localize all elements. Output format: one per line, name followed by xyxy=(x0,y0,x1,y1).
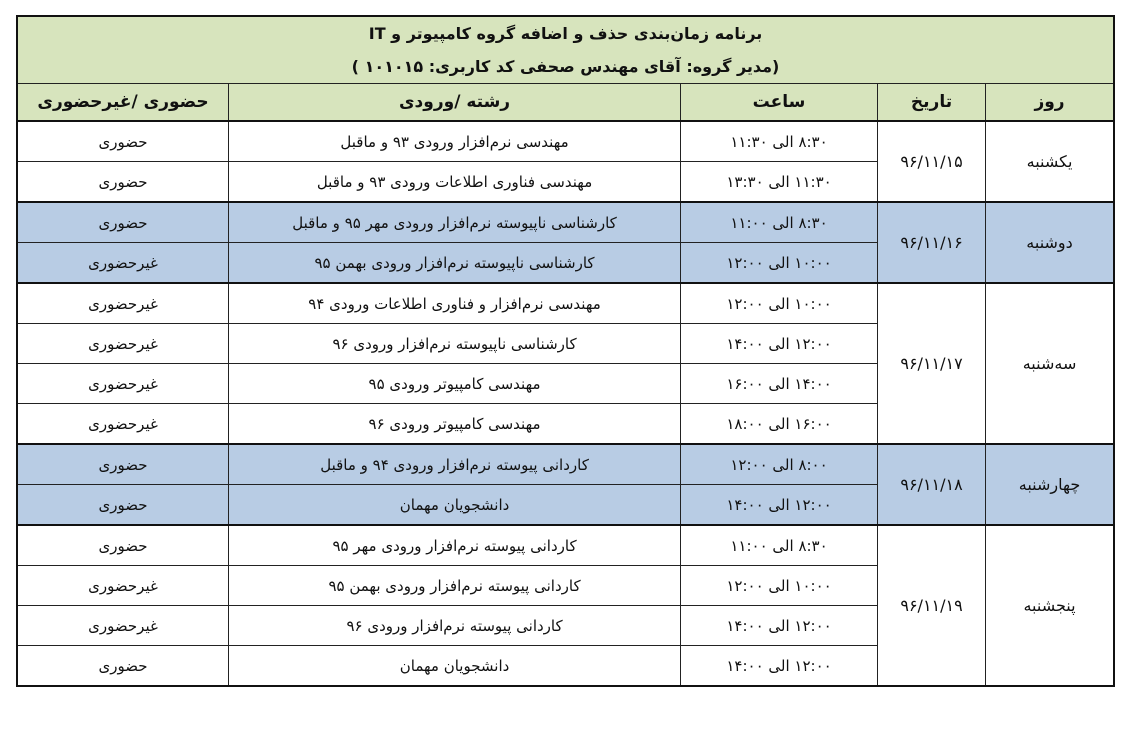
mode-cell: حضوری xyxy=(18,121,229,162)
mode-cell: غیرحضوری xyxy=(18,566,229,606)
time-cell: ۱۶:۰۰ الی ۱۸:۰۰ xyxy=(681,404,878,445)
header-date: تاریخ xyxy=(878,84,986,122)
mode-cell: غیرحضوری xyxy=(18,404,229,445)
table-row xyxy=(18,525,1114,566)
header-field: رشته /ورودی xyxy=(229,84,681,122)
field-cell: کاردانی پیوسته نرم‌افزار ورودی ۹۶ xyxy=(229,606,681,646)
time-cell: ۱۲:۰۰ الی ۱۴:۰۰ xyxy=(681,646,878,686)
day-cell: دوشنبه xyxy=(986,202,1114,283)
table-row xyxy=(18,444,1114,485)
time-cell: ۸:۳۰ الی ۱۱:۰۰ xyxy=(681,525,878,566)
field-cell: مهندسی نرم‌افزار و فناوری اطلاعات ورودی ۹۴ xyxy=(229,283,681,324)
date-cell: ۹۶/۱۱/۱۷ xyxy=(878,283,986,444)
time-cell: ۱۱:۳۰ الی ۱۳:۳۰ xyxy=(681,162,878,203)
schedule-table xyxy=(17,16,1114,686)
field-cell: مهندسی کامپیوتر ورودی ۹۶ xyxy=(229,404,681,445)
mode-cell: غیرحضوری xyxy=(18,364,229,404)
mode-cell: حضوری xyxy=(18,485,229,526)
time-cell: ۱۲:۰۰ الی ۱۴:۰۰ xyxy=(681,485,878,526)
mode-cell: غیرحضوری xyxy=(18,606,229,646)
day-cell: چهارشنبه xyxy=(986,444,1114,525)
time-cell: ۱۰:۰۰ الی ۱۲:۰۰ xyxy=(681,566,878,606)
mode-cell: حضوری xyxy=(18,202,229,243)
time-cell: ۱۲:۰۰ الی ۱۴:۰۰ xyxy=(681,324,878,364)
mode-cell: حضوری xyxy=(18,646,229,686)
schedule-subtitle: (مدیر گروه: آقای مهندس صحفی کد کاربری: ۱۰۱۰۱۵ ) xyxy=(18,50,1114,84)
time-cell: ۱۲:۰۰ الی ۱۴:۰۰ xyxy=(681,606,878,646)
field-cell: کارشناسی ناپیوسته نرم‌افزار ورودی مهر ۹۵ و ماقبل xyxy=(229,202,681,243)
time-cell: ۱۰:۰۰ الی ۱۲:۰۰ xyxy=(681,243,878,284)
field-cell: کاردانی پیوسته نرم‌افزار ورودی بهمن ۹۵ xyxy=(229,566,681,606)
time-cell: ۱۰:۰۰ الی ۱۲:۰۰ xyxy=(681,283,878,324)
field-cell: دانشجویان مهمان xyxy=(229,646,681,686)
schedule-body xyxy=(18,121,1114,686)
field-cell: دانشجویان مهمان xyxy=(229,485,681,526)
mode-cell: غیرحضوری xyxy=(18,324,229,364)
time-cell: ۸:۳۰ الی ۱۱:۳۰ xyxy=(681,121,878,162)
schedule-title: برنامه زمان‌بندی حذف و اضافه گروه کامپیوتر و IT xyxy=(18,17,1114,51)
time-cell: ۸:۰۰ الی ۱۲:۰۰ xyxy=(681,444,878,485)
date-cell: ۹۶/۱۱/۱۶ xyxy=(878,202,986,283)
day-cell: یکشنبه xyxy=(986,121,1114,202)
table-row xyxy=(18,283,1114,324)
mode-cell: حضوری xyxy=(18,525,229,566)
table-row xyxy=(18,202,1114,243)
field-cell: کاردانی پیوسته نرم‌افزار ورودی ۹۴ و ماقبل xyxy=(229,444,681,485)
field-cell: مهندسی کامپیوتر ورودی ۹۵ xyxy=(229,364,681,404)
date-cell: ۹۶/۱۱/۱۸ xyxy=(878,444,986,525)
time-cell: ۱۴:۰۰ الی ۱۶:۰۰ xyxy=(681,364,878,404)
mode-cell: حضوری xyxy=(18,444,229,485)
mode-cell: حضوری xyxy=(18,162,229,203)
header-time: ساعت xyxy=(681,84,878,122)
date-cell: ۹۶/۱۱/۱۹ xyxy=(878,525,986,686)
header-day: روز xyxy=(986,84,1114,122)
field-cell: کارشناسی ناپیوسته نرم‌افزار ورودی بهمن ۹۵ xyxy=(229,243,681,284)
day-cell: پنجشنبه xyxy=(986,525,1114,686)
table-row xyxy=(18,121,1114,162)
header-mode: حضوری /غیرحضوری xyxy=(18,84,229,122)
field-cell: مهندسی فناوری اطلاعات ورودی ۹۳ و ماقبل xyxy=(229,162,681,203)
schedule-document xyxy=(17,16,1113,686)
field-cell: کارشناسی ناپیوسته نرم‌افزار ورودی ۹۶ xyxy=(229,324,681,364)
mode-cell: غیرحضوری xyxy=(18,243,229,284)
day-cell: سه‌شنبه xyxy=(986,283,1114,444)
field-cell: کاردانی پیوسته نرم‌افزار ورودی مهر ۹۵ xyxy=(229,525,681,566)
time-cell: ۸:۳۰ الی ۱۱:۰۰ xyxy=(681,202,878,243)
mode-cell: غیرحضوری xyxy=(18,283,229,324)
date-cell: ۹۶/۱۱/۱۵ xyxy=(878,121,986,202)
field-cell: مهندسی نرم‌افزار ورودی ۹۳ و ماقبل xyxy=(229,121,681,162)
